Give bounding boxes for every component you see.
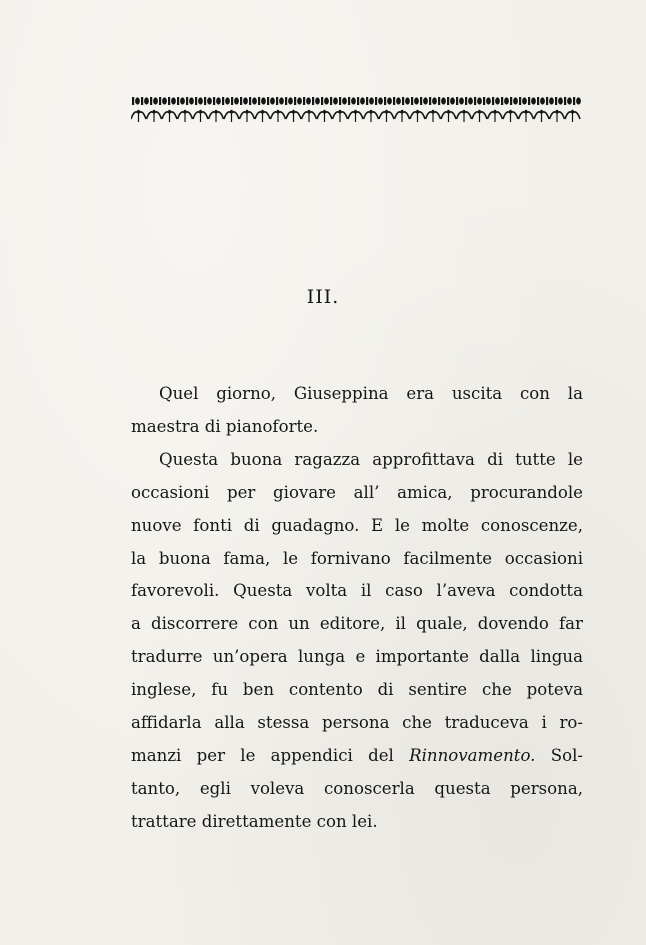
text-line: trattare direttamente con lei. xyxy=(131,811,378,831)
paragraph-2 xyxy=(131,444,583,839)
text-line: occasioni per giovare all’ amica, procurandole xyxy=(131,482,583,502)
text-line-with-italic xyxy=(131,740,583,773)
text-line: favorevoli. Questa volta il caso l’aveva condotta xyxy=(131,581,583,601)
text-line: tanto, egli voleva conoscerla questa persona, xyxy=(131,778,583,798)
text-line: Questa buona ragazza approfittava di tutte le xyxy=(159,449,583,469)
text-segment: manzi per le appendici del xyxy=(131,745,410,765)
italic-title: Rinnovamento. xyxy=(409,745,536,765)
decorative-header-ornament xyxy=(131,95,583,125)
text-line: tradurre un’opera lunga e importante dalla lingua xyxy=(131,647,583,667)
text-line: a discorrere con un editore, il quale, dovendo far xyxy=(131,614,583,634)
text-line: la buona fama, le fornivano facilmente occasioni xyxy=(131,548,583,568)
text-line: nuove fonti di guadagno. E le molte conoscenze, xyxy=(131,515,583,535)
text-line: maestra di pianoforte. xyxy=(131,416,319,436)
chapter-heading: III. xyxy=(306,286,340,308)
ornament-border-icon xyxy=(131,95,583,125)
text-segment: Sol- xyxy=(535,745,583,765)
body-text xyxy=(131,378,583,839)
paragraph-1 xyxy=(131,378,583,444)
text-line: Quel giorno, Giuseppina era uscita con la xyxy=(159,384,583,403)
text-line: inglese, fu ben contento di sentire che poteva xyxy=(131,680,583,700)
text-line: affidarla alla stessa persona che traduceva i ro- xyxy=(131,713,583,733)
